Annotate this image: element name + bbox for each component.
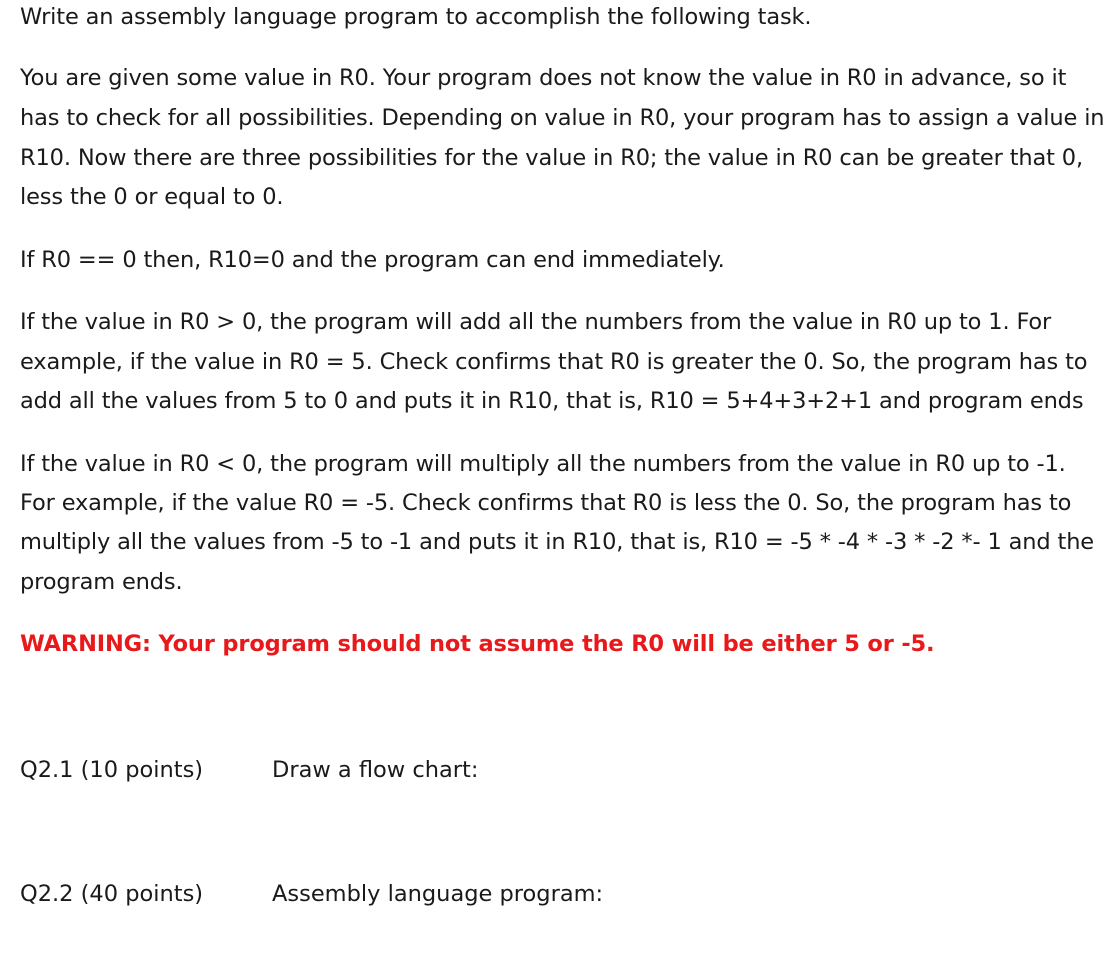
paragraph-line: program ends. bbox=[20, 569, 183, 595]
question-description: Assembly language program: bbox=[272, 881, 604, 907]
intro-text: Write an assembly language program to accomplish the following task. bbox=[20, 4, 812, 30]
paragraph-line: You are given some value in R0. Your program does not know the value in R0 in advance, so it bbox=[20, 65, 1067, 91]
paragraph-line: If the value in R0 < 0, the program will multiply all the numbers from the value in R0 up to -1. bbox=[20, 451, 1066, 477]
paragraph-line: For example, if the value R0 = -5. Check confirms that R0 is less the 0. So, the program has to bbox=[20, 490, 1072, 516]
paragraph-line: If R0 == 0 then, R10=0 and the program can end immediately. bbox=[20, 247, 725, 273]
question-label: Q2.1 (10 points) bbox=[20, 757, 204, 783]
paragraph-line: add all the values from 5 to 0 and puts it in R10, that is, R10 = 5+4+3+2+1 and program ends bbox=[20, 388, 1084, 414]
question-label: Q2.2 (40 points) bbox=[20, 881, 204, 907]
warning-text: WARNING: Your program should not assume the R0 will be either 5 or -5. bbox=[20, 631, 935, 657]
paragraph-line: has to check for all possibilities. Depending on value in R0, your program has to assign a value in bbox=[20, 105, 1105, 131]
paragraph-line: example, if the value in R0 = 5. Check confirms that R0 is greater the 0. So, the program has to bbox=[20, 349, 1088, 375]
paragraph-line: less the 0 or equal to 0. bbox=[20, 184, 284, 210]
paragraph-line: R10. Now there are three possibilities for the value in R0; the value in R0 can be greater that 0, bbox=[20, 145, 1083, 171]
paragraph-line: multiply all the values from -5 to -1 and puts it in R10, that is, R10 = -5 * -4 * -3 * -2 *- 1 and the bbox=[20, 529, 1094, 555]
paragraph-line: If the value in R0 > 0, the program will add all the numbers from the value in R0 up to 1. For bbox=[20, 309, 1052, 335]
question-description: Draw a flow chart: bbox=[272, 757, 479, 783]
